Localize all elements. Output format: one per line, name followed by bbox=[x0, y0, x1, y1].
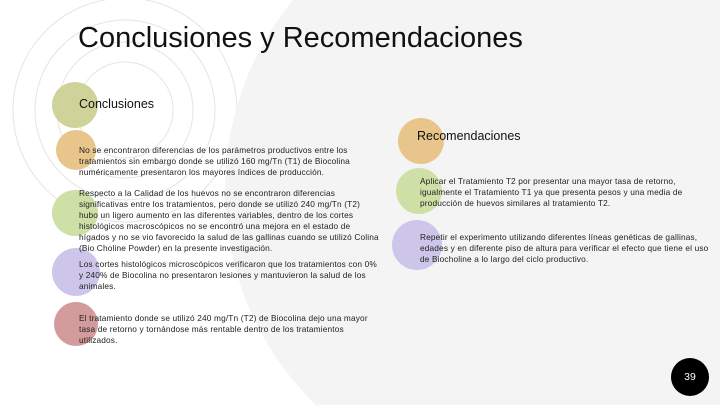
slide-title: Conclusiones y Recomendaciones bbox=[78, 22, 523, 54]
conclusion-item-3: Los cortes histológicos microscópicos verificaron que los tratamientos con 0% y 240% de Biocolina no presentaron lesiones y mantuvieron la salud de los animales. bbox=[79, 259, 377, 291]
recommendation-item-1: Aplicar el Tratamiento T2 por presentar una mayor tasa de retorno, igualmente el Tratamiento T1 ya que presenta pesos y una media de producción de huevos similares al tratamiento T2. bbox=[420, 176, 683, 208]
conclusion-item-4: El tratamiento donde se utilizó 240 mg/Tn (T2) de Biocolina dejo una mayor tasa de retorno y tornándose más rentable dentro de los tratamientos utilizados. bbox=[79, 313, 368, 345]
recommendations-heading: Recomendaciones bbox=[417, 129, 521, 143]
conclusions-heading: Conclusiones bbox=[79, 97, 155, 111]
conclusion-item-2: Respecto a la Calidad de los huevos no se encontraron diferencias significativas entre los tratamientos, pero donde se utilizó 240 mg/Tn (T2) hubo un ligero aumento en las diferentes variables, dentro de los cortes histológicos macroscópicos no se encontró una mejora en el estado de hígados y no se vio favorecido la salud de las gallinas cuando se utilizó Colina (Bio Choline Powder) en la presente investigación. bbox=[79, 188, 379, 253]
recommendation-item-2: Repetir el experimento utilizando diferentes líneas genéticas de gallinas, edades y en diferente piso de altura para verificar el efecto que tiene el uso de Biocholine a lo largo del ciclo productivo. bbox=[420, 232, 709, 264]
conclusion-item-1: No se encontraron diferencias de los parámetros productivos entre los tratamientos sin embargo donde se utilizó 160 mg/Tn (T1) de Biocolina numéricamente presentaron los mayores índices de producción. bbox=[79, 145, 350, 177]
page-number-badge: 39 bbox=[671, 358, 709, 396]
